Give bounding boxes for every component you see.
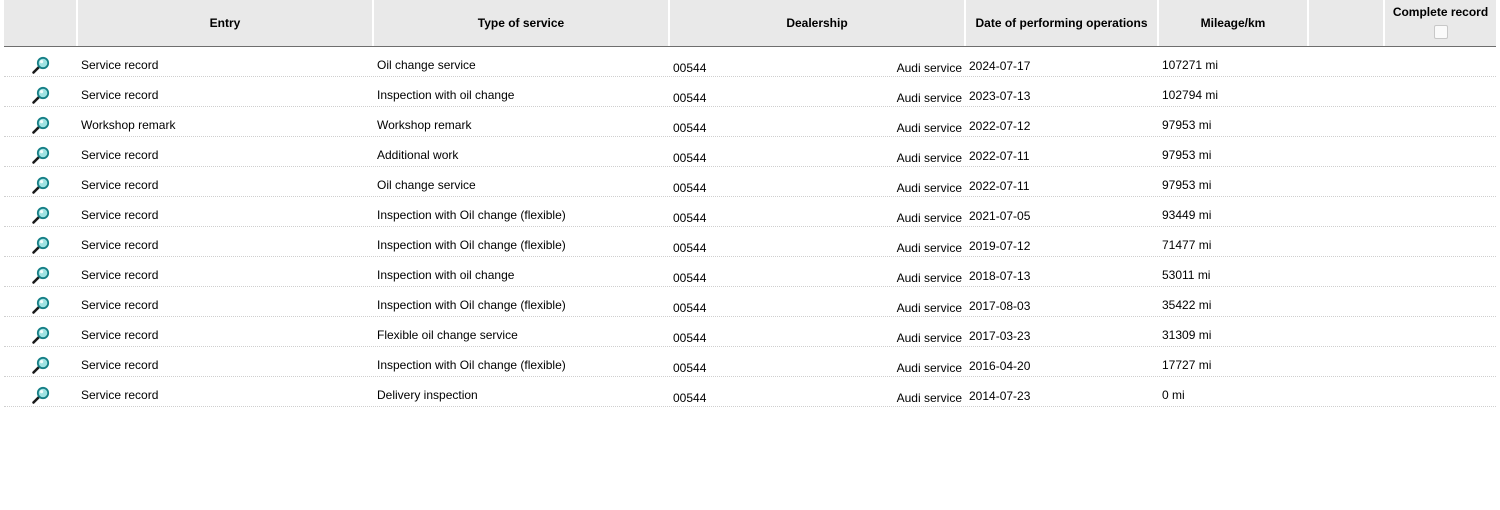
dealer-code: 00544 — [673, 271, 707, 285]
cell-entry: Workshop remark — [81, 118, 176, 132]
cell-mileage: 97953 mi — [1162, 178, 1212, 192]
dealer-code: 00544 — [673, 301, 707, 315]
cell-complete-record — [1385, 77, 1496, 106]
table-row — [4, 167, 1496, 197]
cell-blank — [1309, 47, 1385, 76]
cell-complete-record — [1385, 377, 1496, 406]
dealer-name: Audi service — [896, 391, 962, 405]
view-record-button[interactable] — [4, 227, 78, 256]
dealer-code: 00544 — [673, 241, 707, 255]
magnifier-icon[interactable] — [31, 325, 51, 345]
cell-type-of-service: Inspection with Oil change (flexible) — [377, 358, 566, 372]
cell-date: 2017-08-03 — [969, 299, 1031, 313]
table-row — [4, 317, 1496, 347]
cell-entry: Service record — [81, 238, 159, 252]
cell-complete-record — [1385, 137, 1496, 166]
service-history-table — [4, 0, 1496, 407]
cell-complete-record — [1385, 167, 1496, 196]
dealer-code: 00544 — [673, 151, 707, 165]
header-mileage[interactable]: Mileage/km — [1159, 0, 1309, 46]
table-row — [4, 47, 1496, 77]
view-record-button[interactable] — [4, 287, 78, 316]
magnifier-icon[interactable] — [31, 205, 51, 225]
cell-mileage: 93449 mi — [1162, 208, 1212, 222]
cell-complete-record — [1385, 47, 1496, 76]
magnifier-icon[interactable] — [31, 235, 51, 255]
cell-date: 2022-07-12 — [969, 119, 1031, 133]
header-dealership[interactable]: Dealership — [670, 0, 966, 46]
table-row — [4, 197, 1496, 227]
table-row — [4, 377, 1496, 407]
cell-blank — [1309, 317, 1385, 346]
cell-entry: Service record — [81, 388, 159, 402]
dealer-name: Audi service — [896, 151, 962, 165]
view-record-button[interactable] — [4, 167, 78, 196]
cell-date: 2019-07-12 — [969, 239, 1031, 253]
dealer-code: 00544 — [673, 361, 707, 375]
cell-mileage: 0 mi — [1162, 388, 1185, 402]
cell-entry: Service record — [81, 178, 159, 192]
cell-complete-record — [1385, 107, 1496, 136]
cell-complete-record — [1385, 287, 1496, 316]
cell-blank — [1309, 77, 1385, 106]
cell-entry: Service record — [81, 58, 159, 72]
table-row — [4, 257, 1496, 287]
view-record-button[interactable] — [4, 137, 78, 166]
dealer-name: Audi service — [896, 181, 962, 195]
cell-type-of-service: Inspection with Oil change (flexible) — [377, 238, 566, 252]
header-entry[interactable]: Entry — [78, 0, 374, 46]
dealer-code: 00544 — [673, 181, 707, 195]
cell-mileage: 31309 mi — [1162, 328, 1212, 342]
view-record-button[interactable] — [4, 317, 78, 346]
cell-mileage: 97953 mi — [1162, 148, 1212, 162]
view-record-button[interactable] — [4, 377, 78, 406]
cell-blank — [1309, 347, 1385, 376]
cell-date: 2023-07-13 — [969, 89, 1031, 103]
magnifier-icon[interactable] — [31, 265, 51, 285]
cell-type-of-service: Additional work — [377, 148, 459, 162]
dealer-code: 00544 — [673, 121, 707, 135]
cell-complete-record — [1385, 257, 1496, 286]
view-record-button[interactable] — [4, 257, 78, 286]
cell-mileage: 97953 mi — [1162, 118, 1212, 132]
cell-blank — [1309, 197, 1385, 226]
cell-mileage: 35422 mi — [1162, 298, 1212, 312]
cell-entry: Service record — [81, 268, 159, 282]
view-record-button[interactable] — [4, 197, 78, 226]
cell-dealership — [670, 257, 966, 286]
cell-entry: Service record — [81, 358, 159, 372]
dealer-name: Audi service — [896, 331, 962, 345]
dealer-code: 00544 — [673, 91, 707, 105]
table-row — [4, 347, 1496, 377]
dealer-code: 00544 — [673, 391, 707, 405]
cell-dealership — [670, 317, 966, 346]
cell-dealership — [670, 287, 966, 316]
cell-dealership — [670, 47, 966, 76]
table-body — [4, 47, 1496, 407]
header-complete-record — [1385, 0, 1496, 46]
magnifier-icon[interactable] — [31, 85, 51, 105]
view-record-button[interactable] — [4, 107, 78, 136]
cell-complete-record — [1385, 317, 1496, 346]
cell-type-of-service: Inspection with oil change — [377, 88, 515, 102]
table-row — [4, 107, 1496, 137]
cell-blank — [1309, 257, 1385, 286]
cell-dealership — [670, 137, 966, 166]
cell-date: 2022-07-11 — [969, 149, 1030, 163]
cell-date: 2017-03-23 — [969, 329, 1031, 343]
cell-blank — [1309, 377, 1385, 406]
cell-blank — [1309, 167, 1385, 196]
cell-date: 2014-07-23 — [969, 389, 1031, 403]
cell-mileage: 53011 mi — [1162, 268, 1211, 282]
table-row — [4, 137, 1496, 167]
view-record-button[interactable] — [4, 47, 78, 76]
dealer-code: 00544 — [673, 331, 707, 345]
dealer-name: Audi service — [896, 301, 962, 315]
dealer-name: Audi service — [896, 241, 962, 255]
cell-type-of-service: Oil change service — [377, 58, 476, 72]
cell-dealership — [670, 197, 966, 226]
cell-type-of-service: Inspection with Oil change (flexible) — [377, 298, 566, 312]
cell-mileage: 102794 mi — [1162, 88, 1219, 102]
cell-dealership — [670, 167, 966, 196]
cell-dealership — [670, 377, 966, 406]
cell-type-of-service: Inspection with oil change — [377, 268, 515, 282]
magnifier-icon[interactable] — [31, 295, 51, 315]
view-record-button[interactable] — [4, 347, 78, 376]
cell-blank — [1309, 107, 1385, 136]
cell-type-of-service: Delivery inspection — [377, 388, 478, 402]
cell-type-of-service: Oil change service — [377, 178, 476, 192]
cell-date: 2018-07-13 — [969, 269, 1031, 283]
cell-type-of-service: Workshop remark — [377, 118, 472, 132]
cell-dealership — [670, 107, 966, 136]
magnifier-icon[interactable] — [31, 385, 51, 405]
cell-entry: Service record — [81, 88, 159, 102]
dealer-code: 00544 — [673, 211, 707, 225]
magnifier-icon[interactable] — [31, 175, 51, 195]
cell-entry: Service record — [81, 328, 159, 342]
cell-mileage: 17727 mi — [1162, 358, 1212, 372]
cell-type-of-service: Inspection with Oil change (flexible) — [377, 208, 566, 222]
cell-dealership — [670, 227, 966, 256]
complete-record-checkbox[interactable] — [1434, 25, 1448, 39]
header-blank — [1309, 0, 1385, 46]
table-row — [4, 227, 1496, 257]
table-header-row — [4, 0, 1496, 47]
cell-complete-record — [1385, 347, 1496, 376]
dealer-code: 00544 — [673, 61, 707, 75]
cell-blank — [1309, 137, 1385, 166]
header-type-of-service[interactable]: Type of service — [374, 0, 670, 46]
cell-complete-record — [1385, 197, 1496, 226]
header-icon-column — [4, 0, 78, 46]
dealer-name: Audi service — [896, 91, 962, 105]
cell-date: 2022-07-11 — [969, 179, 1030, 193]
complete-record-label: Complete record — [1392, 5, 1489, 19]
dealer-name: Audi service — [896, 211, 962, 225]
cell-mileage: 71477 mi — [1162, 238, 1212, 252]
cell-entry: Service record — [81, 148, 159, 162]
view-record-button[interactable] — [4, 77, 78, 106]
cell-date: 2016-04-20 — [969, 359, 1031, 373]
cell-type-of-service: Flexible oil change service — [377, 328, 518, 342]
cell-entry: Service record — [81, 208, 159, 222]
cell-dealership — [670, 77, 966, 106]
cell-dealership — [670, 347, 966, 376]
table-row — [4, 287, 1496, 317]
header-date[interactable]: Date of performing operations — [966, 0, 1159, 46]
dealer-name: Audi service — [896, 61, 962, 75]
dealer-name: Audi service — [896, 361, 962, 375]
cell-blank — [1309, 287, 1385, 316]
cell-date: 2024-07-17 — [969, 59, 1031, 73]
magnifier-icon[interactable] — [31, 55, 51, 75]
cell-complete-record — [1385, 227, 1496, 256]
magnifier-icon[interactable] — [31, 115, 51, 135]
table-row — [4, 77, 1496, 107]
magnifier-icon[interactable] — [31, 355, 51, 375]
cell-mileage: 107271 mi — [1162, 58, 1219, 72]
magnifier-icon[interactable] — [31, 145, 51, 165]
cell-entry: Service record — [81, 298, 159, 312]
dealer-name: Audi service — [896, 121, 962, 135]
dealer-name: Audi service — [896, 271, 962, 285]
cell-date: 2021-07-05 — [969, 209, 1031, 223]
cell-blank — [1309, 227, 1385, 256]
